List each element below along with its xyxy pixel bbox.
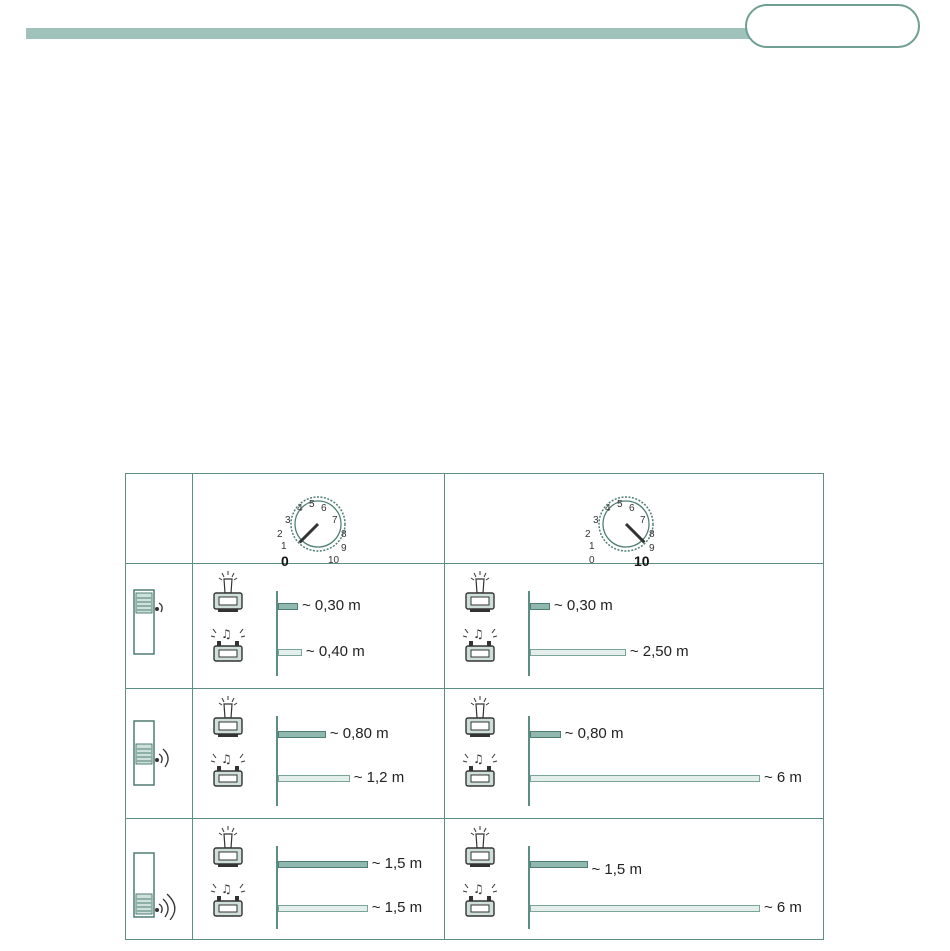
- light-indicator-icon: [463, 571, 497, 618]
- range-axis: [276, 716, 278, 806]
- sound-range-bar: [278, 775, 350, 782]
- dial-setting-0: [192, 474, 444, 569]
- light-range-label: ~ 0,80 m: [564, 725, 624, 742]
- sound-indicator-icon: [463, 752, 497, 793]
- sound-range-bar: [530, 775, 760, 782]
- sound-range-label: ~ 1,5 m: [371, 899, 423, 916]
- header-bar: [26, 28, 766, 39]
- svg-text:♫: ♫: [473, 627, 484, 641]
- dial-scale-number: 2: [277, 529, 283, 540]
- light-indicator-icon: [463, 696, 497, 743]
- light-range-label: ~ 1,5 m: [591, 861, 642, 878]
- sound-indicator-icon: [211, 752, 245, 793]
- light-range-bar: [278, 861, 368, 868]
- sound-range-label: ~ 2,50 m: [629, 643, 689, 660]
- range-table: [125, 473, 824, 940]
- sound-range-bar: [530, 905, 760, 912]
- light-range-label: ~ 1,5 m: [371, 855, 423, 872]
- sound-indicator-icon: [211, 882, 245, 923]
- dial-scale-number: 3: [593, 515, 599, 526]
- svg-text:♫: ♫: [473, 882, 484, 896]
- switch-position-3-icon: [132, 852, 194, 925]
- dial-scale-number: 2: [585, 529, 591, 540]
- dial-scale-number: 7: [332, 515, 338, 526]
- range-axis: [276, 846, 278, 929]
- light-range-bar: [278, 731, 326, 738]
- sound-range-label: ~ 6 m: [764, 899, 802, 916]
- svg-text:♫: ♫: [221, 882, 232, 896]
- light-range-bar: [530, 861, 588, 868]
- dial-setting-10: [444, 474, 824, 569]
- switch-position-2-icon: [132, 720, 182, 793]
- svg-text:♫: ♫: [221, 752, 232, 766]
- light-range-label: ~ 0,80 m: [329, 725, 389, 742]
- switch-position-1-icon: [132, 589, 172, 662]
- sound-indicator-icon: [463, 627, 497, 668]
- dial-scale-number: 8: [649, 529, 655, 540]
- dial-scale-number: 3: [285, 515, 291, 526]
- light-indicator-icon: [211, 571, 245, 618]
- sound-range-label: ~ 0,40 m: [305, 643, 365, 660]
- sound-range-bar: [278, 649, 302, 656]
- dial-scale-number: 5: [309, 499, 315, 510]
- dial-scale-number: 4: [605, 503, 611, 514]
- dial-scale-number: 7: [640, 515, 646, 526]
- row-divider: [126, 688, 823, 689]
- sound-indicator-icon: [211, 627, 245, 668]
- light-indicator-icon: [211, 826, 245, 873]
- dial-scale-number: 9: [341, 543, 347, 554]
- svg-text:♫: ♫: [473, 752, 484, 766]
- light-range-bar: [530, 731, 561, 738]
- dial-scale-number: 8: [341, 529, 347, 540]
- light-indicator-icon: [211, 696, 245, 743]
- sound-range-bar: [530, 649, 626, 656]
- sound-range-label: ~ 6 m: [764, 769, 802, 786]
- sound-range-bar: [278, 905, 368, 912]
- dial-scale-number: 4: [297, 503, 303, 514]
- light-range-bar: [278, 603, 298, 610]
- dial-scale-number: 1: [281, 541, 287, 552]
- light-range-bar: [530, 603, 550, 610]
- dial-scale-number: 6: [321, 503, 327, 514]
- dial-scale-number: 6: [629, 503, 635, 514]
- row-divider: [126, 818, 823, 819]
- row-divider: [126, 563, 823, 564]
- light-indicator-icon: [463, 826, 497, 873]
- range-axis: [528, 716, 530, 806]
- light-range-label: ~ 0,30 m: [554, 597, 613, 614]
- dial-selected-value: 10: [634, 553, 650, 569]
- dial-scale-number: 9: [649, 543, 655, 554]
- dial-scale-number: 1: [589, 541, 595, 552]
- dial-selected-value: 0: [281, 553, 289, 569]
- dial-scale-number: 5: [617, 499, 623, 510]
- svg-text:♫: ♫: [221, 627, 232, 641]
- dial-scale-number: 10: [328, 555, 340, 566]
- range-axis: [528, 846, 530, 929]
- light-range-label: ~ 0,30 m: [302, 597, 361, 614]
- sound-indicator-icon: [463, 882, 497, 923]
- sound-range-label: ~ 1,2 m: [353, 769, 405, 786]
- dial-scale-number: 0: [589, 555, 595, 566]
- header-tab: [745, 4, 920, 48]
